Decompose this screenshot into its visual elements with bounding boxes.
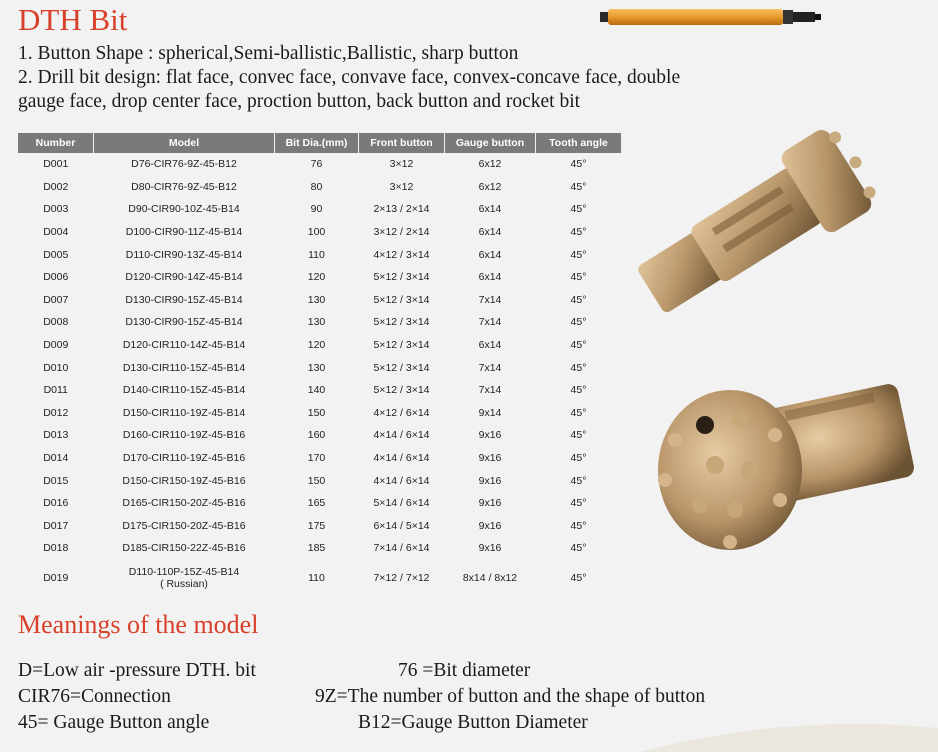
cell-front-button: 4×14 / 6×14 [373, 429, 430, 442]
table-row [18, 289, 622, 312]
header-front-button: Front button [359, 133, 445, 153]
cell-model: D100-CIR90-11Z-45-B14 [125, 226, 243, 239]
cell-gauge-button: 7x14 [478, 361, 502, 374]
meaning-45: 45= Gauge Button angle [18, 712, 210, 733]
meaning-9z: 9Z=The number of button and the shape of button [315, 686, 706, 707]
cell-tooth-angle: 45° [570, 406, 587, 419]
table-row [18, 266, 622, 289]
cell-number: D012 [43, 406, 69, 419]
cell-tooth-angle: 45° [570, 158, 587, 171]
cell-gauge-button: 9x16 [478, 519, 502, 532]
table-row [18, 492, 622, 515]
cell-model [94, 560, 275, 596]
cell-bit-dia: 90 [310, 203, 323, 216]
cell-model: D130-CIR90-15Z-45-B14 [125, 316, 243, 329]
cell-model: D110-CIR90-13Z-45-B14 [125, 248, 243, 261]
cell-number: D008 [43, 316, 69, 329]
cell-tooth-angle: 45° [570, 542, 587, 555]
cell-tooth-angle: 45° [570, 316, 587, 329]
dth-bit-face-image [645, 370, 920, 555]
cell-tooth-angle: 45° [570, 452, 587, 465]
cell-bit-dia: 100 [307, 226, 326, 239]
cell-number: D016 [43, 497, 69, 510]
cell-front-button: 5×12 / 3×14 [373, 339, 430, 352]
cell-gauge-button: 6x12 [478, 180, 502, 193]
cell-tooth-angle: 45° [570, 474, 587, 487]
cell-model: D120-CIR110-14Z-45-B14 [122, 339, 246, 352]
cell-front-button: 5×12 / 3×14 [373, 293, 430, 306]
cell-model: D150-CIR150-19Z-45-B16 [122, 474, 246, 487]
cell-tooth-angle: 45° [570, 271, 587, 284]
cell-model: D170-CIR110-19Z-45-B16 [122, 452, 246, 465]
cell-model: D90-CIR90-10Z-45-B14 [128, 203, 240, 216]
cell-bit-dia: 110 [308, 248, 325, 261]
cell-bit-dia: 130 [307, 316, 326, 329]
cell-tooth-angle: 45° [570, 339, 587, 352]
cell-model-code: D110-110P-15Z-45-B14 [128, 565, 240, 578]
cell-number: D018 [43, 542, 69, 555]
table-row [18, 469, 622, 492]
cell-number: D003 [43, 203, 69, 216]
table-row [18, 356, 622, 379]
cell-front-button: 5×12 / 3×14 [373, 361, 430, 374]
cell-number: D004 [43, 226, 69, 239]
cell-gauge-button: 6x14 [478, 248, 502, 261]
cell-number: D013 [43, 429, 69, 442]
cell-number: D019 [43, 571, 69, 584]
cell-bit-dia: 175 [307, 519, 326, 532]
table-row [18, 537, 622, 560]
cell-number: D002 [43, 180, 69, 193]
cell-gauge-button: 8x14 / 8x12 [462, 571, 518, 584]
cell-gauge-button: 7x14 [478, 293, 502, 306]
cell-front-button: 4×14 / 6×14 [373, 452, 430, 465]
header-gauge-button: Gauge button [445, 133, 536, 153]
cell-model: D76-CIR76-9Z-45-B12 [131, 158, 237, 171]
cell-number: D005 [43, 248, 69, 261]
cell-gauge-button: 9x16 [478, 497, 502, 510]
table-row [18, 379, 622, 402]
header-model: Model [94, 133, 275, 153]
cell-model: D165-CIR150-20Z-45-B16 [122, 497, 246, 510]
cell-gauge-button: 9x16 [478, 474, 502, 487]
cell-gauge-button: 7x14 [478, 316, 502, 329]
dth-hammer-image [598, 6, 823, 28]
intro-line-3: gauge face, drop center face, proction button, back button and rocket bit [18, 91, 581, 112]
cell-bit-dia: 160 [307, 429, 326, 442]
cell-gauge-button: 9x16 [478, 452, 502, 465]
cell-model: D175-CIR150-20Z-45-B16 [122, 519, 246, 532]
cell-tooth-angle: 45° [570, 384, 587, 397]
cell-gauge-button: 9x16 [478, 542, 502, 555]
cell-front-button: 5×12 / 3×14 [373, 271, 430, 284]
table-row [18, 334, 622, 357]
cell-front-button: 7×12 / 7×12 [373, 571, 430, 584]
cell-model: D130-CIR90-15Z-45-B14 [125, 293, 243, 306]
cell-tooth-angle: 45° [570, 180, 587, 193]
cell-tooth-angle: 45° [570, 571, 587, 584]
table-row [18, 424, 622, 447]
spec-table [18, 133, 622, 596]
cell-gauge-button: 7x14 [478, 384, 502, 397]
table-row [18, 198, 622, 221]
cell-front-button: 4×12 / 3×14 [373, 248, 430, 261]
cell-model-note: ( Russian) [160, 577, 208, 590]
dth-bit-side-image [622, 115, 882, 340]
cell-model: D140-CIR110-15Z-45-B14 [122, 384, 246, 397]
cell-model: D120-CIR90-14Z-45-B14 [125, 271, 243, 284]
cell-bit-dia: 170 [307, 452, 326, 465]
cell-number: D011 [43, 384, 68, 397]
cell-bit-dia: 150 [307, 406, 326, 419]
cell-gauge-button: 6x14 [478, 271, 502, 284]
cell-tooth-angle: 45° [570, 226, 587, 239]
cell-number: D009 [43, 339, 69, 352]
cell-front-button: 3×12 [389, 158, 414, 171]
cell-tooth-angle: 45° [570, 429, 587, 442]
cell-front-button: 6×14 / 5×14 [373, 519, 430, 532]
page-title: DTH Bit [18, 2, 128, 37]
cell-front-button: 5×14 / 6×14 [373, 497, 430, 510]
table-row [18, 560, 622, 596]
table-row [18, 447, 622, 470]
cell-model: D150-CIR110-19Z-45-B14 [122, 406, 246, 419]
cell-tooth-angle: 45° [570, 519, 587, 532]
meaning-b12: B12=Gauge Button Diameter [358, 712, 588, 733]
cell-front-button: 3×12 [389, 180, 414, 193]
table-row [18, 176, 622, 199]
cell-tooth-angle: 45° [570, 497, 587, 510]
cell-bit-dia: 150 [307, 474, 326, 487]
cell-gauge-button: 6x14 [478, 339, 502, 352]
cell-bit-dia: 80 [310, 180, 323, 193]
decorative-swoosh [640, 718, 938, 752]
meaning-76: 76 =Bit diameter [398, 660, 531, 681]
cell-gauge-button: 9x16 [478, 429, 502, 442]
intro-text [18, 42, 918, 114]
cell-model: D80-CIR76-9Z-45-B12 [131, 180, 237, 193]
cell-front-button: 5×12 / 3×14 [373, 316, 430, 329]
cell-front-button: 2×13 / 2×14 [373, 203, 430, 216]
cell-tooth-angle: 45° [570, 203, 587, 216]
cell-bit-dia: 130 [307, 361, 326, 374]
cell-number: D015 [43, 474, 69, 487]
cell-tooth-angle: 45° [570, 361, 587, 374]
cell-bit-dia: 76 [310, 158, 323, 171]
cell-bit-dia: 120 [307, 271, 326, 284]
cell-front-button: 4×14 / 6×14 [373, 474, 430, 487]
cell-number: D017 [43, 519, 69, 532]
cell-bit-dia: 165 [307, 497, 326, 510]
cell-front-button: 3×12 / 2×14 [373, 226, 430, 239]
cell-number: D007 [43, 293, 69, 306]
cell-model: D160-CIR110-19Z-45-B16 [122, 429, 246, 442]
cell-front-button: 7×14 / 6×14 [373, 542, 430, 555]
cell-gauge-button: 9x14 [478, 406, 502, 419]
table-row [18, 153, 622, 176]
cell-tooth-angle: 45° [570, 293, 587, 306]
table-header-row [18, 133, 622, 153]
meaning-d: D=Low air -pressure DTH. bit [18, 660, 256, 681]
table-row [18, 221, 622, 244]
header-tooth-angle: Tooth angle [536, 133, 622, 153]
intro-line-1: 1. Button Shape : spherical,Semi-ballistic,Ballistic, sharp button [18, 43, 519, 64]
table-row [18, 243, 622, 266]
table-row [18, 311, 622, 334]
cell-bit-dia: 130 [307, 293, 326, 306]
cell-number: D001 [43, 158, 69, 171]
table-row [18, 402, 622, 425]
header-bit-dia: Bit Dia.(mm) [275, 133, 359, 153]
cell-model: D130-CIR110-15Z-45-B14 [122, 361, 246, 374]
cell-front-button: 4×12 / 6×14 [373, 406, 430, 419]
cell-gauge-button: 6x12 [478, 158, 502, 171]
cell-gauge-button: 6x14 [478, 226, 502, 239]
cell-model: D185-CIR150-22Z-45-B16 [122, 542, 246, 555]
cell-tooth-angle: 45° [570, 248, 587, 261]
cell-bit-dia: 140 [307, 384, 326, 397]
meaning-cir76: CIR76=Connection [18, 686, 171, 707]
cell-bit-dia: 120 [307, 339, 326, 352]
meanings-title: Meanings of the model [18, 610, 259, 639]
table-row [18, 515, 622, 538]
cell-gauge-button: 6x14 [478, 203, 502, 216]
header-number: Number [18, 133, 94, 153]
cell-bit-dia: 185 [307, 542, 326, 555]
cell-number: D010 [43, 361, 69, 374]
cell-number: D006 [43, 271, 69, 284]
cell-bit-dia: 110 [308, 571, 325, 584]
intro-line-2: 2. Drill bit design: flat face, convec face, convave face, convex-concave face, double [18, 67, 681, 88]
cell-number: D014 [43, 452, 69, 465]
cell-front-button: 5×12 / 3×14 [373, 384, 430, 397]
